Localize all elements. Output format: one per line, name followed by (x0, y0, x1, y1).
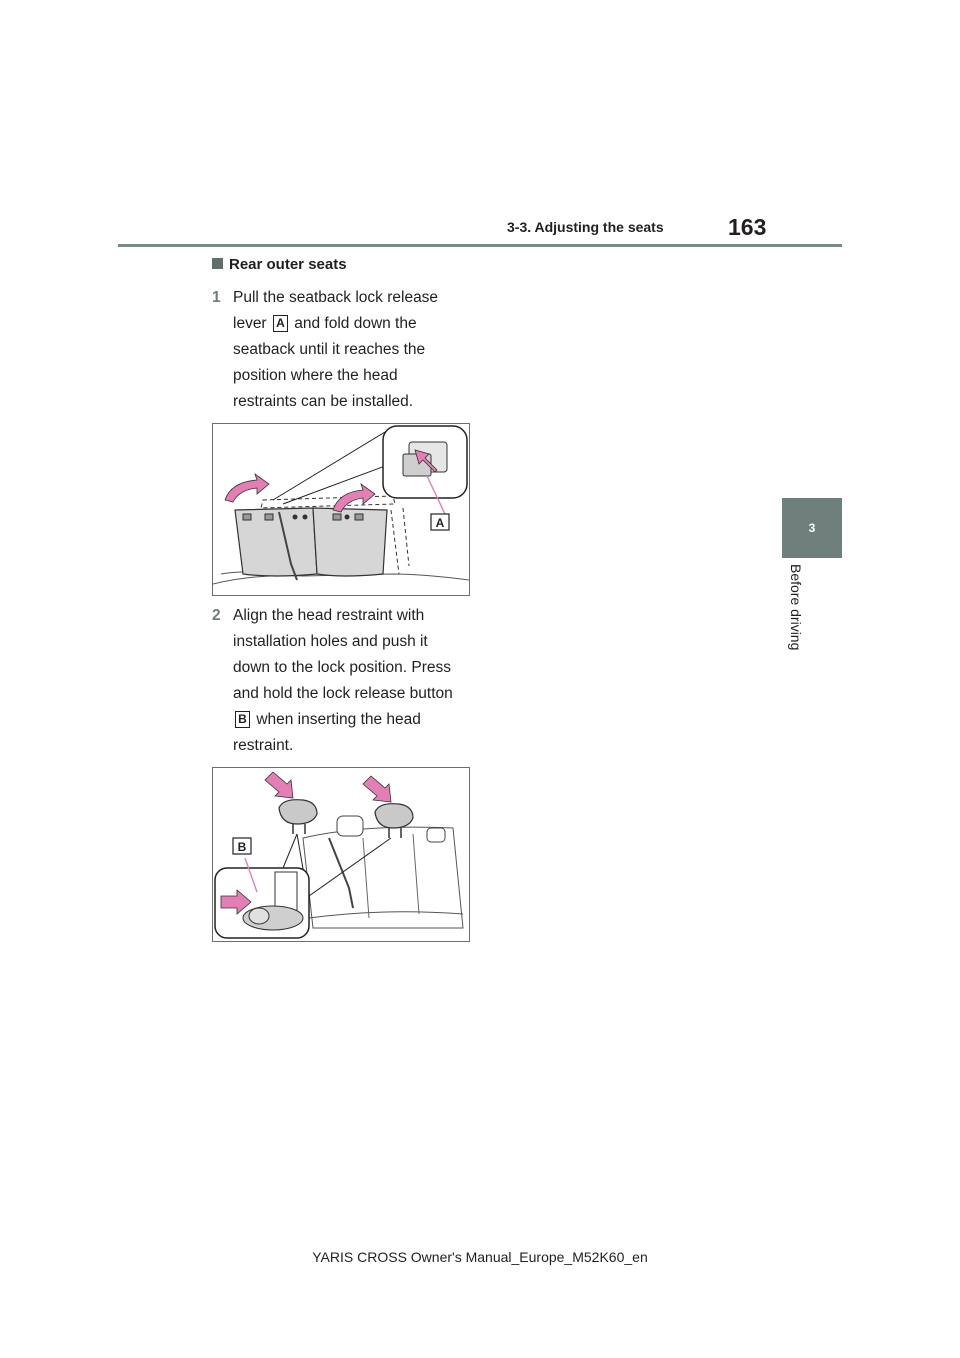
step-line: position where the head (233, 367, 398, 384)
header-divider (118, 244, 842, 247)
push-down-arrow-icon (265, 772, 293, 798)
subheading (212, 256, 347, 273)
fold-seatback-illustration (213, 424, 469, 595)
step-line: seatback until it reaches the (233, 341, 426, 358)
push-down-arrow-icon (363, 776, 391, 802)
callout-b-label: B (235, 711, 250, 728)
chapter-tab (782, 498, 842, 558)
page-number: 163 (728, 214, 767, 240)
footer-text: YARIS CROSS Owner's Manual_Europe_M52K60_en (312, 1249, 648, 1265)
step-line: Align the head restraint with (233, 607, 425, 624)
step-line: and hold the lock release button (233, 685, 453, 702)
chapter-title: Before driving (788, 564, 804, 651)
figure-fold-seatback (212, 423, 470, 596)
subheading-text: Rear outer seats (229, 256, 347, 273)
step-line: down to the lock position. Press (233, 659, 451, 676)
step-line-part: lever (233, 315, 267, 332)
step-line-part: when inserting the head (256, 711, 421, 728)
step-line: restraint. (233, 737, 294, 754)
step-line-with-callout (233, 311, 483, 337)
step-line: Pull the seatback lock release (233, 289, 439, 306)
figure-install-head-restraint (212, 767, 470, 942)
fold-arrow-icon (333, 484, 375, 512)
step-number: 1 (212, 289, 221, 306)
section-title: 3-3. Adjusting the seats (507, 219, 664, 235)
install-head-restraint-illustration (213, 768, 469, 941)
step-line-with-callout (233, 707, 483, 733)
step-line: installation holes and push it (233, 633, 428, 650)
step-line-part: and fold down the (294, 315, 417, 332)
figure-label-a: A (435, 516, 445, 530)
step-number: 2 (212, 607, 221, 624)
step-text (233, 285, 483, 415)
figure-label-b: B (237, 840, 247, 854)
chapter-number: 3 (808, 521, 816, 535)
step-line: restraints can be installed. (233, 393, 414, 410)
step-text (233, 603, 483, 759)
square-bullet-icon (212, 258, 223, 269)
seatback-right (313, 508, 387, 576)
fold-arrow-icon (225, 474, 269, 502)
head-restraint-right (375, 804, 413, 828)
callout-a-label: A (273, 315, 288, 332)
head-restraint-left (279, 800, 317, 824)
